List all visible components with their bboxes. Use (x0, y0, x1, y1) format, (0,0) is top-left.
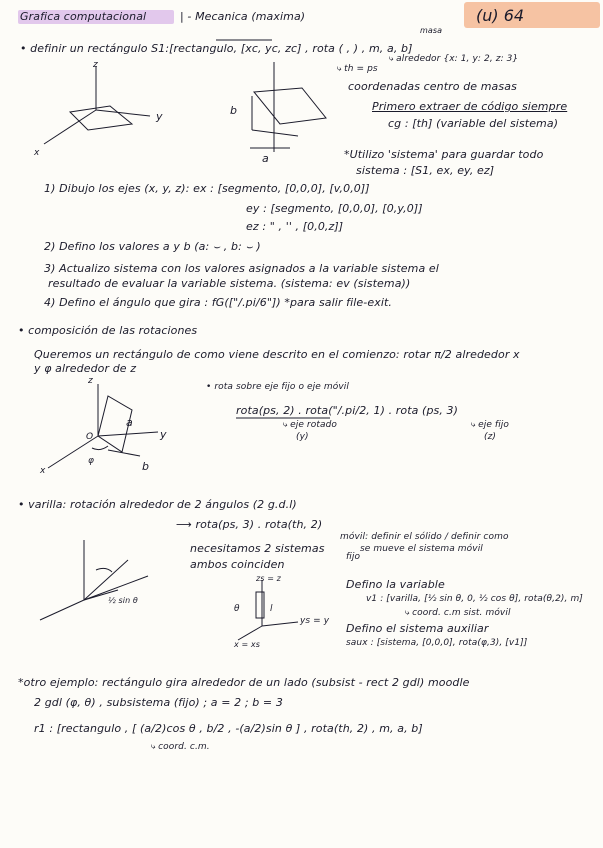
fig2-z-label: z (88, 376, 93, 386)
varilla-movil: móvil: definir el sólido / definir como (340, 532, 509, 542)
fig2-phi-label: φ (88, 456, 95, 466)
s1-cg-note: cg : [th] (variable del sistema) (388, 117, 559, 130)
fig2-rectangle (98, 396, 132, 452)
varilla-x-axis (40, 600, 84, 620)
fig2-y-label: y (160, 428, 167, 441)
s1-th-note: ⤷ th = ps (336, 64, 378, 74)
s1-masa-label: masa (420, 26, 443, 35)
varilla-necesitamos: necesitamos 2 sistemas (190, 542, 325, 555)
varilla-ys-label: ys = y (300, 616, 330, 626)
s1-definition: • definir un rectángulo S1:[rectangulo, [xc, yc, zc] , rota ( , ) , m, a, b] (20, 42, 413, 55)
fig1-y-label: y (156, 110, 163, 123)
varilla2-y-axis (262, 622, 298, 626)
s1-gira-note: ⤷ alrededor {x: 1, y: 2, z: 3} (388, 54, 519, 64)
varilla-defino-aux: Defino el sistema auxiliar (346, 622, 489, 635)
fig2-y-axis (98, 432, 158, 436)
varilla-zs-label: zs = z (256, 574, 281, 583)
comp-line2: y φ alrededor de z (34, 362, 137, 375)
varilla-v1: v1 : [varilla, [½ sin θ, 0, ½ cos θ], rota(θ,2), m] (366, 594, 583, 604)
varilla-l-label: l (270, 604, 273, 614)
step-1-ez: ez : " , '' , [0,0,z]] (246, 220, 344, 233)
comp-z-label: (z) (484, 432, 497, 442)
step-1-ex: 1) Dibujo los ejes (x, y, z): ex : [segmento, [0,0,0], [v,0,0]] (44, 182, 370, 195)
ejemplo-coord: ⤷ coord. c.m. (150, 742, 210, 752)
fig1-z-label: z (93, 60, 98, 70)
varilla-half-label: ½ sin θ (108, 596, 138, 605)
fig1-x-label: x (34, 148, 40, 158)
comp-eje-fijo: ⤷ eje fijo (470, 420, 510, 430)
varilla-coord-movil: ⤷ coord. c.m sist. móvil (404, 608, 511, 618)
varilla-coinciden: ambos coinciden (190, 558, 285, 571)
varilla-theta-label: θ (234, 604, 240, 614)
comp-rota-note: • rota sobre eje fijo o eje móvil (206, 382, 349, 392)
fig1b-rectangle (254, 88, 326, 124)
varilla-defino-var: Defino la variable (346, 578, 445, 591)
s1-sistema-list: sistema : [S1, ex, ey, ez] (356, 164, 495, 177)
step-1-ey: ey : [segmento, [0,0,0], [0,y,0]] (246, 202, 423, 215)
ejemplo-line2: 2 gdl (φ, θ) , subsistema (fijo) ; a = 2 ; b = 3 (34, 696, 283, 709)
varilla-movil-2: se mueve el sistema móvil (360, 544, 483, 554)
varilla2-x-axis (238, 626, 262, 640)
s1-utilizo-note: *Utilizo 'sistema' para guardar todo (344, 148, 544, 161)
s1-primero-note: Primero extraer de código siempre (372, 100, 568, 113)
page-title: Grafica computacional (20, 10, 147, 23)
fig2-b-label: b (142, 460, 150, 473)
varilla-xs-label: x = xs (234, 640, 261, 649)
varilla-saux: saux : [sistema, [0,0,0], rota(φ,3), [v1]] (346, 638, 528, 648)
fig2-x-label: x (40, 466, 46, 476)
fig1-b-label: b (230, 104, 238, 117)
varilla-y-axis (84, 576, 148, 600)
step-3-line2: resultado de evaluar la variable sistema. (sistema: ev (sistema)) (48, 277, 411, 290)
ejemplo-line1: *otro ejemplo: rectángulo gira alrededor de un lado (subsist - rect 2 gdl) moodle (18, 676, 470, 689)
fig1-a-label: a (262, 152, 269, 165)
comp-eje-rotado: ⤷ eje rotado (282, 420, 338, 430)
fig1-x-axis (44, 110, 96, 144)
fig2-origin-label: O (86, 432, 94, 442)
varilla-arrow: ⟶ rota(ps, 3) . rota(th, 2) (176, 518, 323, 531)
varilla2-rod (256, 592, 264, 618)
comp-line1: Queremos un rectángulo de como viene descrito en el comienzo: rotar π/2 alrededor x (34, 348, 520, 361)
varilla-title: • varilla: rotación alrededor de 2 ángulos (2 g.d.l) (18, 498, 297, 511)
step-2: 2) Defino los valores a y b (a: ⌣ , b: ⌣ ) (44, 240, 261, 253)
fig2-x-axis (48, 436, 98, 468)
s1-coords-note: coordenadas centro de masas (348, 80, 517, 93)
varilla-fijo: fijo (346, 552, 361, 562)
step-4: 4) Defino el ángulo que gira : fG(["/.pi/6"]) *para salir file-exit. (44, 296, 393, 309)
comp-title: • composición de las rotaciones (18, 324, 198, 337)
fig1-y-axis (96, 110, 150, 116)
page-number: (u) 64 (476, 6, 525, 25)
comp-rota-expr: rota(ps, 2) . rota("/.pi/2, 1) . rota (ps, 3) (236, 404, 459, 417)
ejemplo-r1: r1 : [rectangulo , [ (a/2)cos θ , b/2 , -(a/2)sin θ ] , rota(th, 2) , m, a, b] (34, 722, 423, 735)
fig2-a-label: a (126, 416, 133, 429)
comp-y-label: (y) (296, 432, 309, 442)
fig1-rectangle (70, 106, 132, 130)
step-3-line1: 3) Actualizo sistema con los valores asignados a la variable sistema el (44, 262, 439, 275)
page-subtitle: | - Mecanica (maxima) (180, 10, 306, 23)
